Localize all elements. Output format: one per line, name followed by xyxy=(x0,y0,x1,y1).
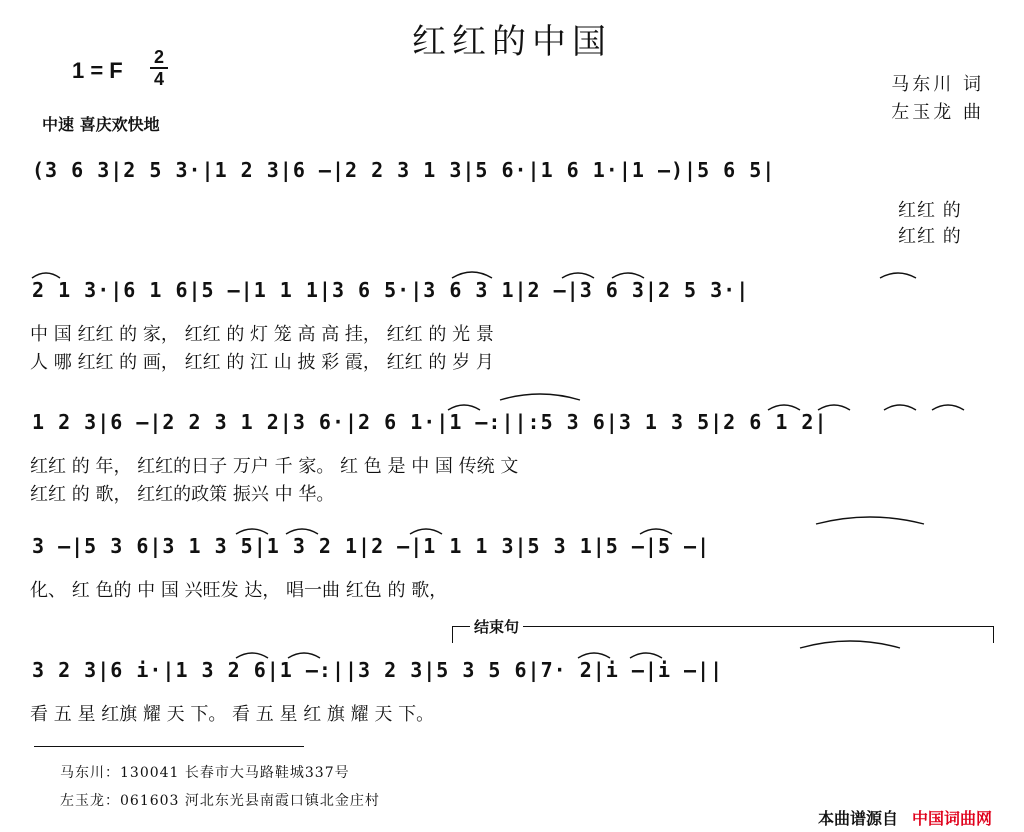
notation-line-2: 2 1 3·|6 1 6|5 –|1 1 1|3 6 5·|3 6 3 1|2 –|3 6 3|2 5 3·| xyxy=(32,278,750,302)
slur-mark xyxy=(816,517,924,524)
lyric-line-1a: 红红 的 xyxy=(898,200,962,221)
notation-line-3: 1 2 3|6 –|2 2 3 1 2|3 6·|2 6 1·|1 –:||:5 3 6|3 1 3 5|2 6 1 2| xyxy=(32,410,828,434)
footer-rule xyxy=(34,746,304,747)
source-prefix: 本曲谱源自 xyxy=(818,809,899,828)
footer-contact-1: 马东川：130041 长春市大马路鞋城337号 xyxy=(60,765,350,781)
song-title: 红红的中国 xyxy=(412,22,612,62)
slur-mark xyxy=(500,394,580,400)
slur-mark xyxy=(880,273,916,278)
lyricist-credit: 马东川 词 xyxy=(891,74,984,95)
ending-bracket xyxy=(452,626,994,643)
ending-label: 结束句 xyxy=(470,616,523,637)
tempo-marking: 中速 喜庆欢快地 xyxy=(42,115,160,134)
lyric-line-3a: 红红 的 年， 红红的日子 万户 千 家。 红 色 是 中 国 传统 文 xyxy=(30,456,519,477)
lyric-line-1b: 红红 的 xyxy=(898,226,962,247)
lyric-line-3b: 红红 的 歌， 红红的政策 振兴 中 华。 xyxy=(30,484,335,505)
footer-contact-2: 左玉龙：061603 河北东光县南霞口镇北金庄村 xyxy=(60,793,380,809)
lyric-line-5: 看 五 星 红旗 耀 天 下。 看 五 星 红 旗 耀 天 下。 xyxy=(30,704,435,725)
slur-mark xyxy=(932,405,964,410)
source-credit xyxy=(818,806,992,829)
time-signature xyxy=(150,48,168,88)
time-bottom: 4 xyxy=(153,69,164,89)
lyric-line-2a: 中 国 红红 的 家， 红红 的 灯 笼 高 高 挂， 红红 的 光 景 xyxy=(30,324,494,345)
lyric-line-2b: 人 哪 红红 的 画， 红红 的 江 山 披 彩 霞， 红红 的 岁 月 xyxy=(30,352,494,373)
notation-line-4: 3 –|5 3 6|3 1 3 5|1 3 2 1|2 –|1 1 1 3|5 3 1|5 –|5 –| xyxy=(32,534,711,558)
notation-line-1: (3 6 3|2 5 3·|1 2 3|6 –|2 2 3 1 3|5 6·|1 6 1·|1 –)|5 6 5| xyxy=(32,158,776,182)
source-brand-link[interactable]: 中国词曲网 xyxy=(912,809,993,828)
lyric-line-4: 化、 红 色的 中 国 兴旺发 达， 唱一曲 红色 的 歌， xyxy=(30,580,448,601)
notation-line-5: 3 2 3|6 i·|1 3 2 6|1 –:||3 2 3|5 3 5 6|7· 2|i –|i –|| xyxy=(32,658,724,682)
slur-mark xyxy=(884,405,916,410)
time-top: 2 xyxy=(153,47,164,67)
composer-credit: 左玉龙 曲 xyxy=(891,102,984,123)
key-signature: 1 = F xyxy=(72,58,123,83)
